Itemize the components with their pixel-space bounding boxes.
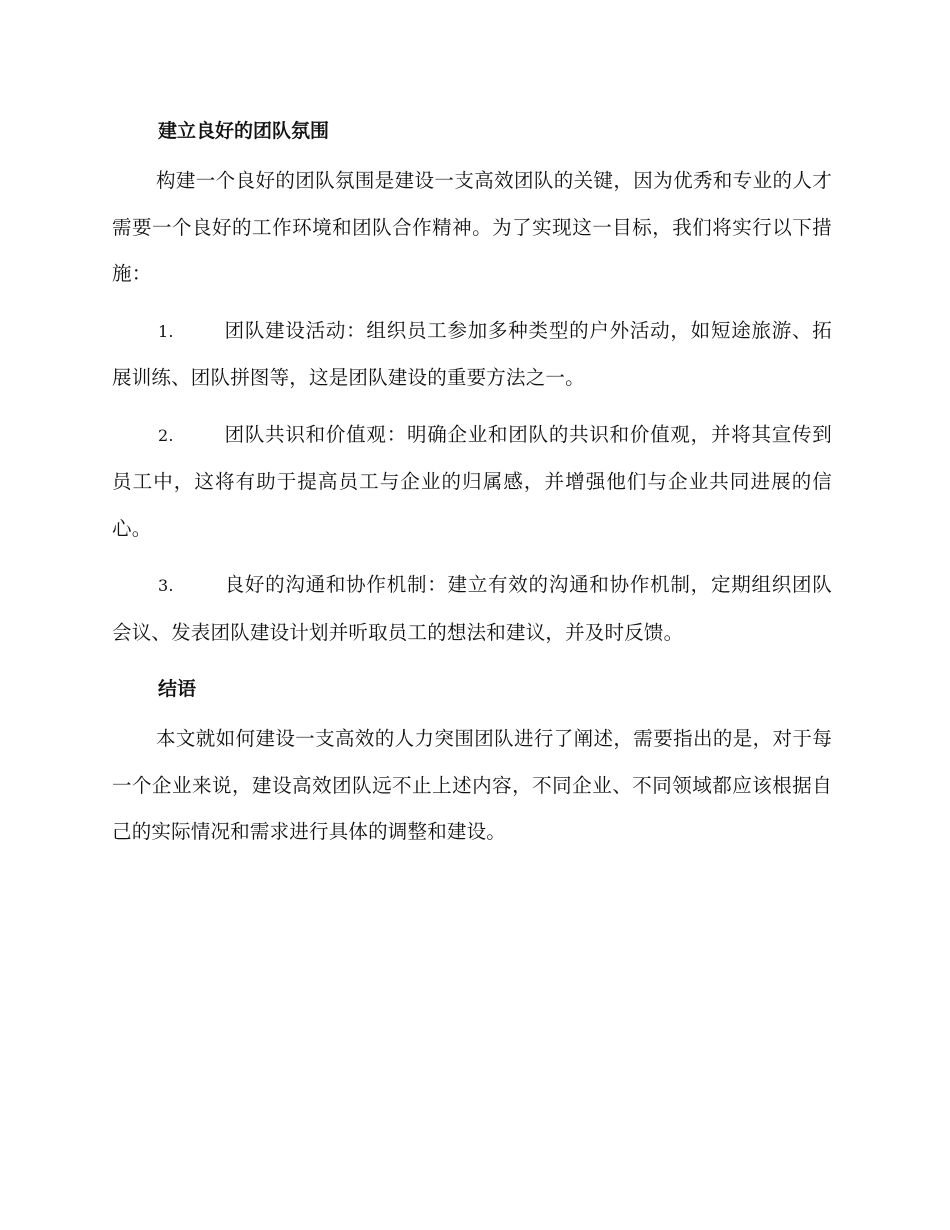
list-item-2 <box>112 412 832 553</box>
list-number: 2. <box>158 425 174 445</box>
section-heading-team-atmosphere: 建立良好的团队氛围 <box>158 120 330 142</box>
document-content <box>112 108 832 866</box>
conclusion-paragraph: 本文就如何建设一支高效的人力突围团队进行了阐述，需要指出的是，对于每一个企业来说，建设高效团队远不止上述内容，不同企业、不同领域都应该根据自己的实际情况和需求进行具体的调整和建设。 <box>112 727 832 843</box>
section-heading-conclusion: 结语 <box>158 678 197 700</box>
list-item-text: 良好的沟通和协作机制：建立有效的沟通和协作机制，定期组织团队会议、发表团队建设计划并听取员工的想法和建议，并及时反馈。 <box>112 573 832 644</box>
list-number: 1. <box>158 321 174 341</box>
list-number: 3. <box>158 576 174 595</box>
list-item-1 <box>112 308 832 402</box>
list-item-text: 团队共识和价值观：明确企业和团队的共识和价值观，并将其宣传到员工中，这将有助于提高员工与企业的归属感，并增强他们与企业共同进展的信心。 <box>112 422 832 540</box>
list-item-text: 团队建设活动：组织员工参加多种类型的户外活动，如短途旅游、拓展训练、团队拼图等，这是团队建设的重要方法之一。 <box>112 318 832 389</box>
intro-paragraph: 构建一个良好的团队氛围是建设一支高效团队的关键，因为优秀和专业的人才需要一个良好的工作环境和团队合作精神。为了实现这一目标，我们将实行以下措施： <box>112 169 832 285</box>
list-item-3 <box>112 562 832 656</box>
